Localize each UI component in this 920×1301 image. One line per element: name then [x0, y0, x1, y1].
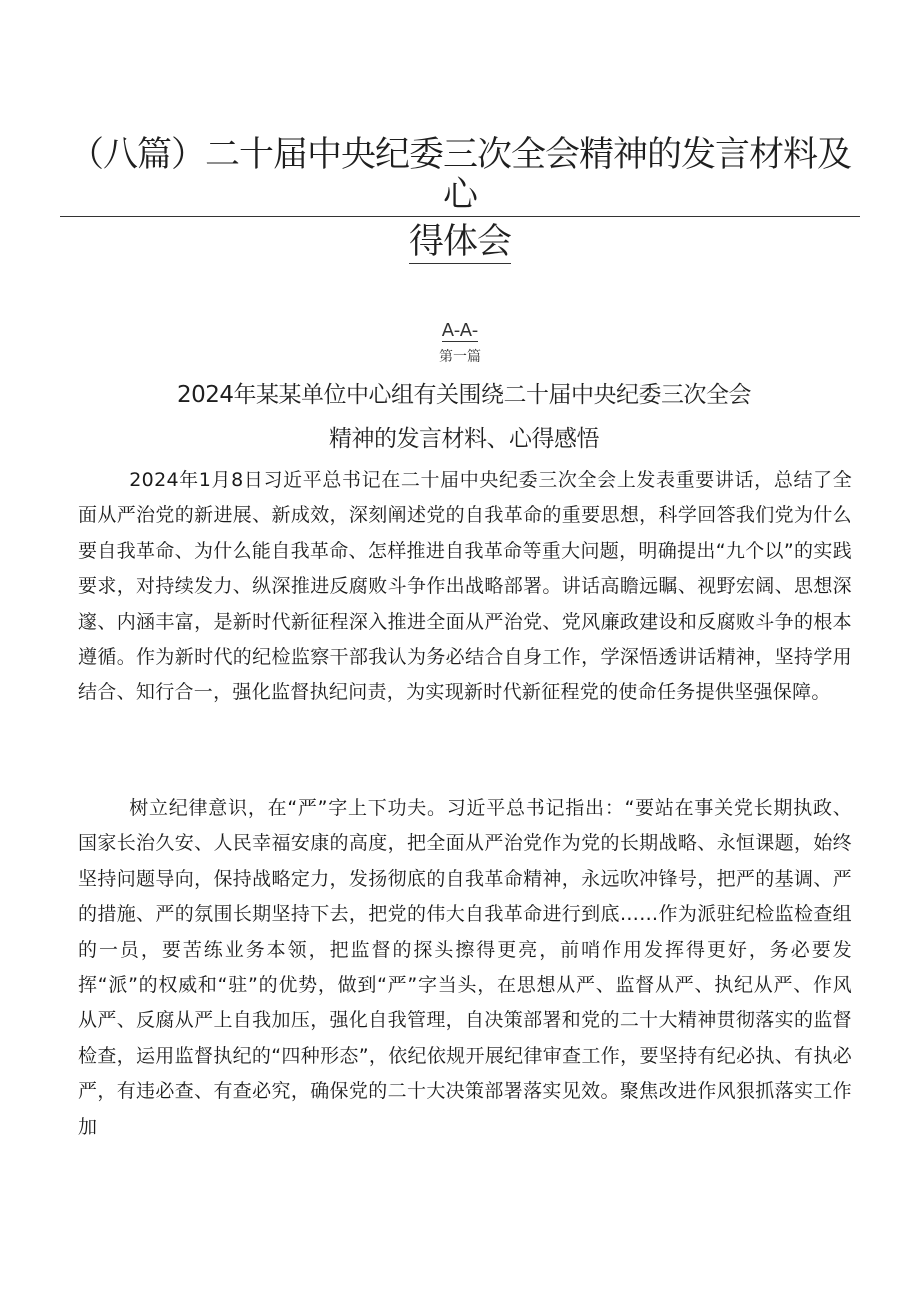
document-title-line-1	[60, 135, 860, 217]
section-separator-mark	[0, 320, 920, 341]
article-title-line-1: 2024年某某单位中心组有关围绕二十届中央纪委三次全会	[176, 382, 752, 408]
body-paragraph-1: 2024年1月8日习近平总书记在二十届中央纪委三次全会上发表重要讲话，总结了全面从严治党的新进展、新成效，深刻阐述党的自我革命的重要思想，科学回答我们党为什么要自我革命、为什么能自我革命、怎样推进自我革命等重大问题，明确提出“九个以”的实践要求，对持续发力、纵深推进反腐败斗争作出战略部署。讲话高瞻远瞩、视野宏阔、思想深邃、内涵丰富，是新时代新征程深入推进全面从严治党、党风廉政建设和反腐败斗争的根本遵循。作为新时代的纪检监察干部我认为务必结合自身工作，学深悟透讲话精神，坚持学用结合、知行合一，强化监督执纪问责，为实现新时代新征程党的使命任务提供坚强保障。	[78, 469, 852, 704]
body-paragraph-2: 树立纪律意识，在“严”字上下功夫。习近平总书记指出：“要站在事关党长期执政、国家长治久安、人民幸福安康的高度，把全面从严治党作为党的长期战略、永恒课题，始终坚持问题导向，保持战略定力，发扬彻底的自我革命精神，永远吹冲锋号，把严的基调、严的措施、严的氛围长期坚持下去，把党的伟大自我革命进行到底……作为派驻纪检监检查组的一员，要苦练业务本领，把监督的探头擦得更亮，前哨作用发挥得更好，务必要发挥“派”的权威和“驻”的优势，做到“严”字当头，在思想从严、监督从严、执纪从严、作风从严、反腐从严上自我加压，强化自我管理，自决策部署和党的二十大精神贯彻落实的监督检查，运用监督执纪的“四种形态”，依纪依规开展纪律审查工作，要坚持有纪必执、有执必严，有违必查、有查必究，确保党的二十大决策部署落实见效。聚焦改进作风狠抓落实工作加	[78, 797, 852, 1138]
document-title-text-2: 得体会	[408, 222, 511, 262]
document-title-text-1: （八篇）二十届中央纪委三次全会精神的发言材料及心	[60, 135, 860, 217]
document-title-line-2	[60, 222, 860, 264]
section-label: 第一篇	[439, 349, 481, 365]
article-title-line-2: 精神的发言材料、心得感悟	[329, 426, 599, 452]
separator-mark-text: A-A-	[441, 320, 479, 341]
